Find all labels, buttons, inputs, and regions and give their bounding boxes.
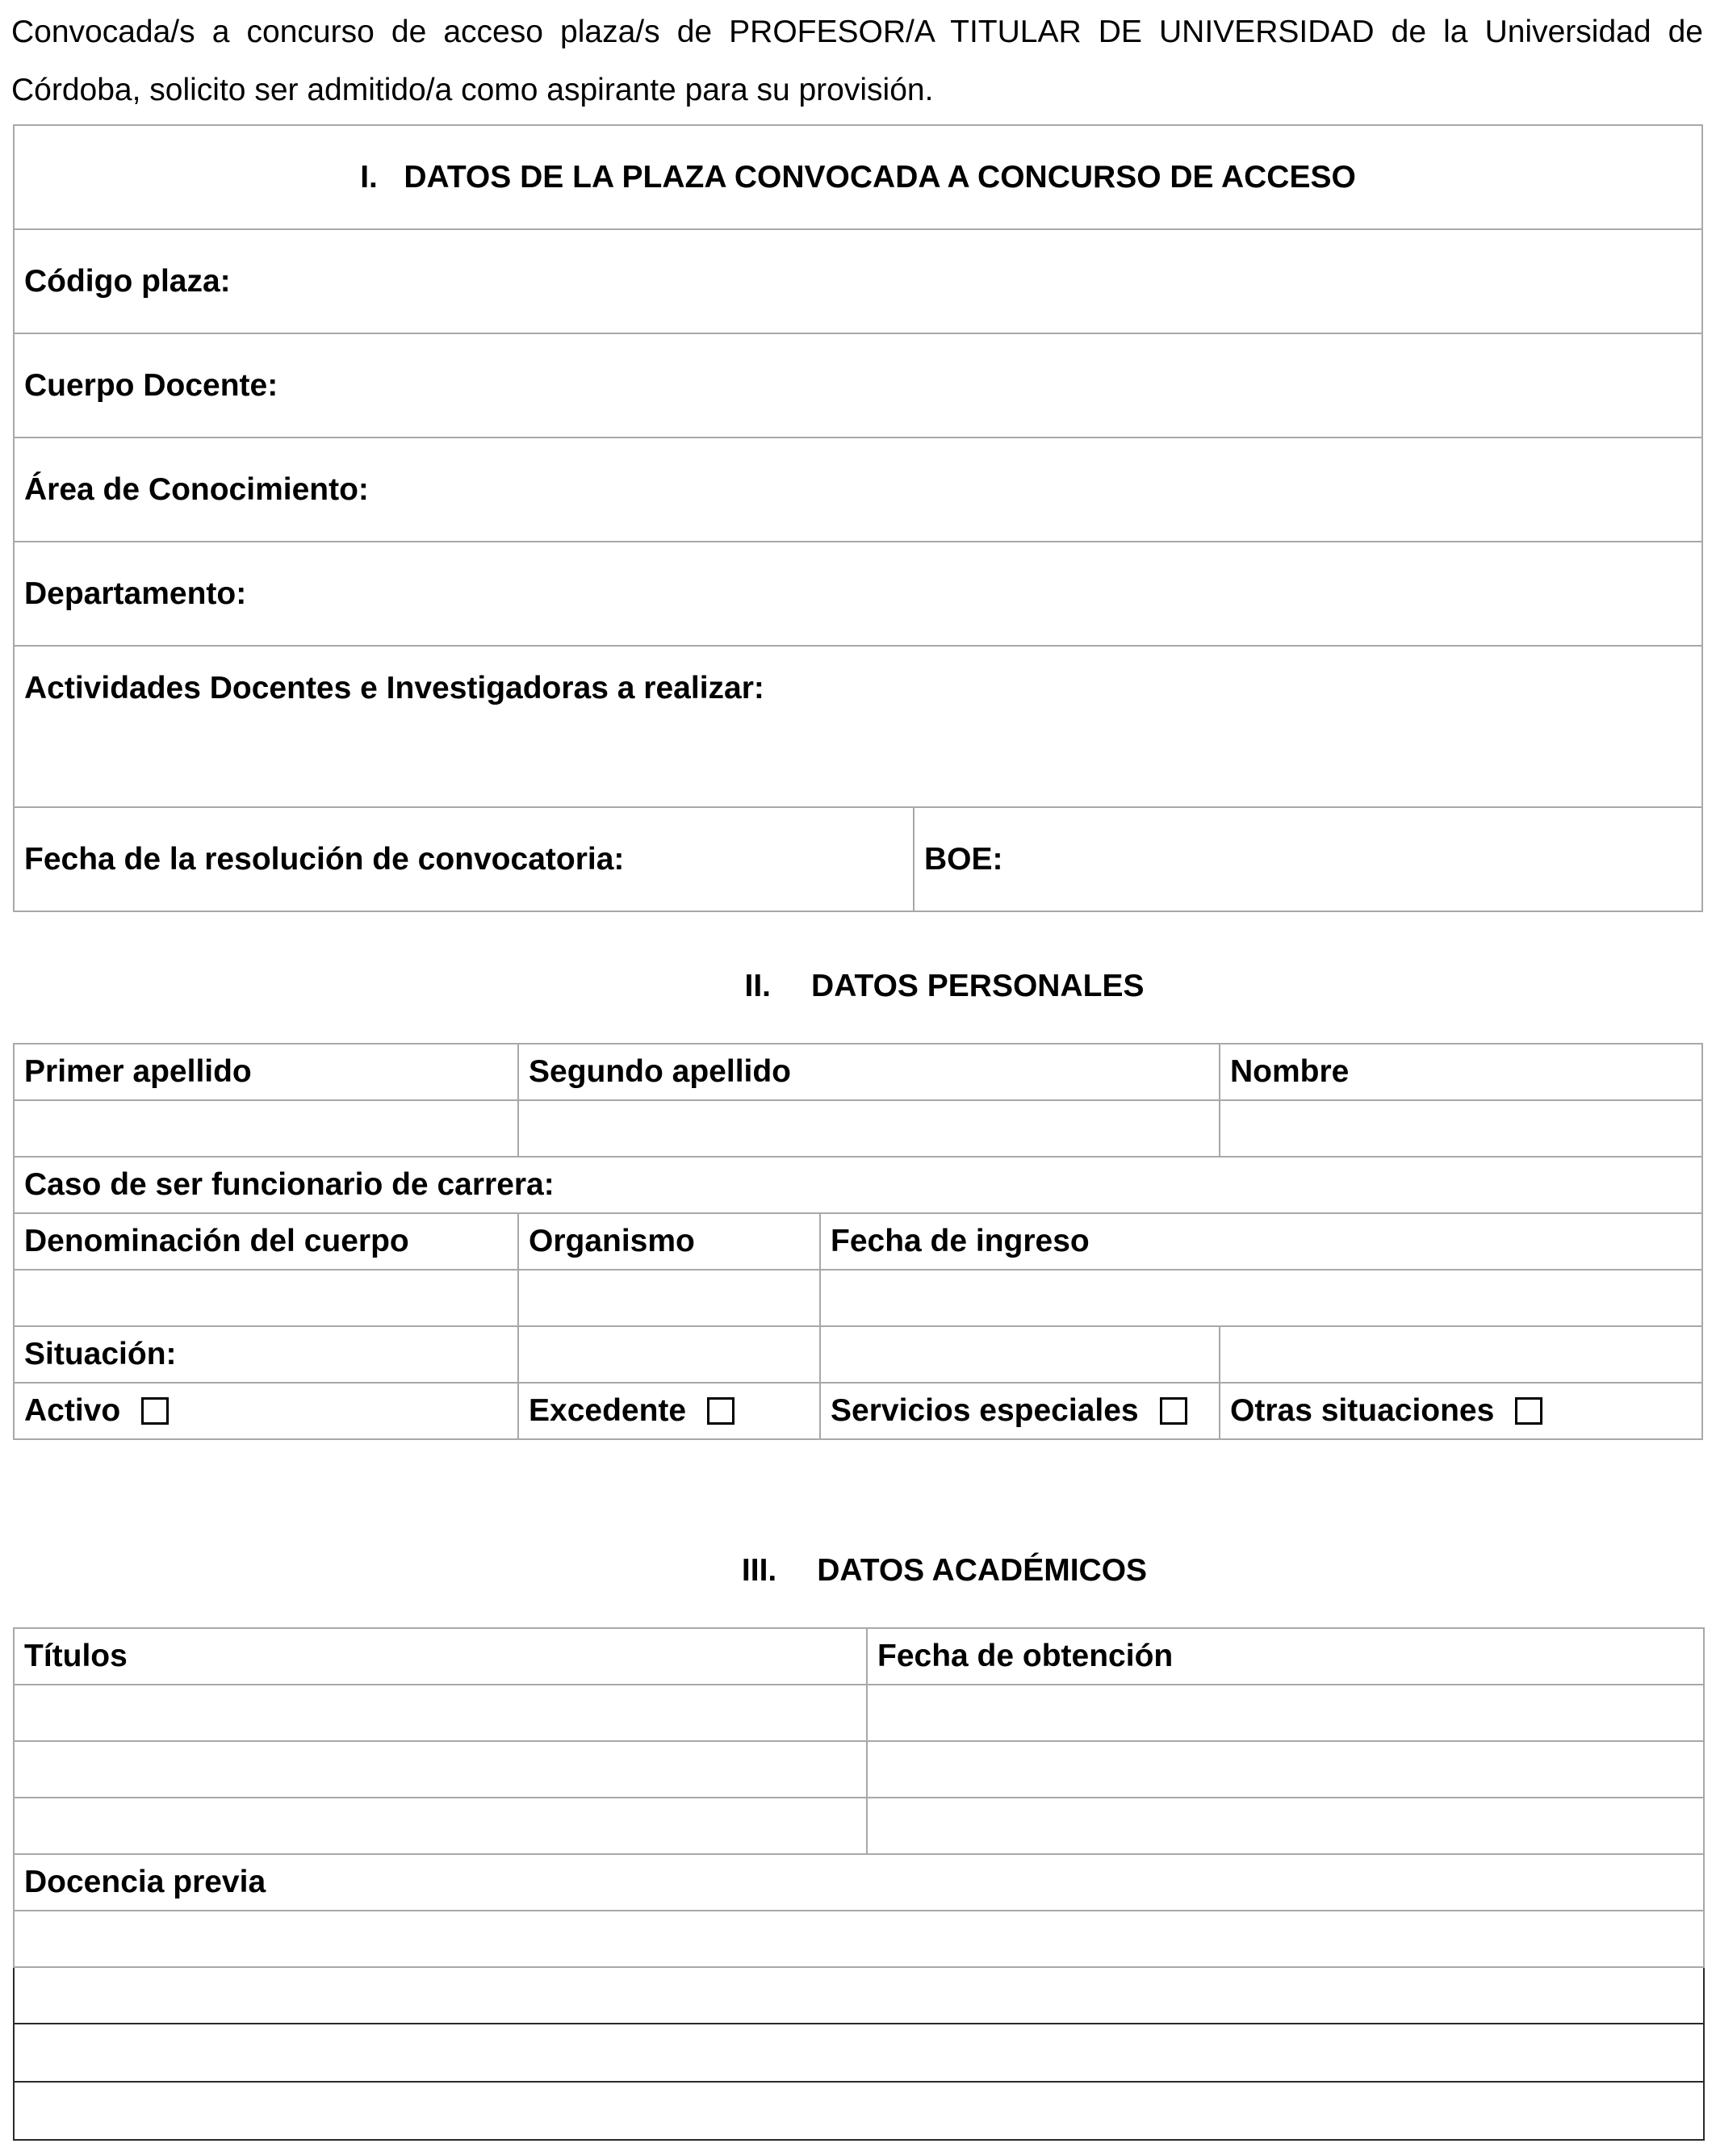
docencia-previa-input[interactable] [14,2082,1704,2140]
excedente-checkbox[interactable] [707,1397,735,1425]
denominacion-input[interactable] [14,1270,518,1326]
fecha-ingreso-input[interactable] [820,1270,1702,1326]
denominacion-label: Denominación del cuerpo [14,1213,518,1270]
cuerpo-docente-field[interactable]: Cuerpo Docente: [14,333,1702,437]
area-conocimiento-field[interactable]: Área de Conocimiento: [14,437,1702,542]
section-2-number: II. [744,969,772,1003]
section-2-heading [0,969,1716,1004]
organismo-label: Organismo [518,1213,820,1270]
codigo-plaza-field[interactable]: Código plaza: [14,229,1702,333]
activo-checkbox[interactable] [141,1397,169,1425]
docencia-previa-input[interactable] [14,1911,1704,1967]
section-2-title: DATOS PERSONALES [811,969,1145,1003]
boe-field[interactable]: BOE: [914,807,1702,911]
excedente-label: Excedente [529,1393,687,1428]
situacion-label: Situación: [14,1326,518,1383]
nombre-input[interactable] [1220,1100,1702,1157]
section-3-number: III. [741,1553,777,1588]
situacion-empty-cell [820,1326,1220,1383]
primer-apellido-input[interactable] [14,1100,518,1157]
fecha-obtencion-input[interactable] [867,1685,1704,1741]
nombre-label: Nombre [1220,1044,1702,1100]
section-3-title: DATOS ACADÉMICOS [817,1553,1148,1588]
titulo-input[interactable] [14,1741,867,1798]
otras-situaciones-label: Otras situaciones [1230,1393,1495,1428]
titulo-input[interactable] [14,1798,867,1854]
actividades-field[interactable]: Actividades Docentes e Investigadoras a realizar: [14,646,1702,807]
intro-paragraph: Convocada/s a concurso de acceso plaza/s de PROFESOR/A TITULAR DE UNIVERSIDAD de la Universidad de Córdoba, solicito ser admitido/a como aspirante para su provisión. [11,15,1703,107]
servicios-especiales-checkbox[interactable] [1160,1397,1187,1425]
otras-situaciones-checkbox[interactable] [1515,1397,1542,1425]
section-1-title: I. DATOS DE LA PLAZA CONVOCADA A CONCURSO DE ACCESO [14,125,1702,229]
situacion-empty-cell [1220,1326,1702,1383]
servicios-especiales-label: Servicios especiales [831,1393,1139,1428]
docencia-previa-input[interactable] [14,2024,1704,2082]
titulo-input[interactable] [14,1685,867,1741]
fecha-obtencion-label: Fecha de obtención [867,1628,1704,1685]
titulos-label: Títulos [14,1628,867,1685]
fecha-obtencion-input[interactable] [867,1798,1704,1854]
activo-label: Activo [24,1393,121,1428]
organismo-input[interactable] [518,1270,820,1326]
fecha-obtencion-input[interactable] [867,1741,1704,1798]
activo-option[interactable] [14,1383,518,1439]
fecha-resolucion-field[interactable]: Fecha de la resolución de convocatoria: [14,807,914,911]
funcionario-label: Caso de ser funcionario de carrera: [14,1157,1702,1213]
docencia-previa-label: Docencia previa [14,1854,1704,1911]
personal-data-table [13,1043,1703,1440]
segundo-apellido-input[interactable] [518,1100,1220,1157]
situacion-empty-cell [518,1326,820,1383]
otras-situaciones-option[interactable] [1220,1383,1702,1439]
servicios-especiales-option[interactable] [820,1383,1220,1439]
excedente-option[interactable] [518,1383,820,1439]
academic-data-table [13,1627,1705,2141]
docencia-previa-input[interactable] [14,1967,1704,2024]
primer-apellido-label: Primer apellido [14,1044,518,1100]
fecha-ingreso-label: Fecha de ingreso [820,1213,1702,1270]
segundo-apellido-label: Segundo apellido [518,1044,1220,1100]
plaza-table [13,124,1703,912]
section-3-heading [0,1553,1716,1589]
departamento-field[interactable]: Departamento: [14,542,1702,646]
